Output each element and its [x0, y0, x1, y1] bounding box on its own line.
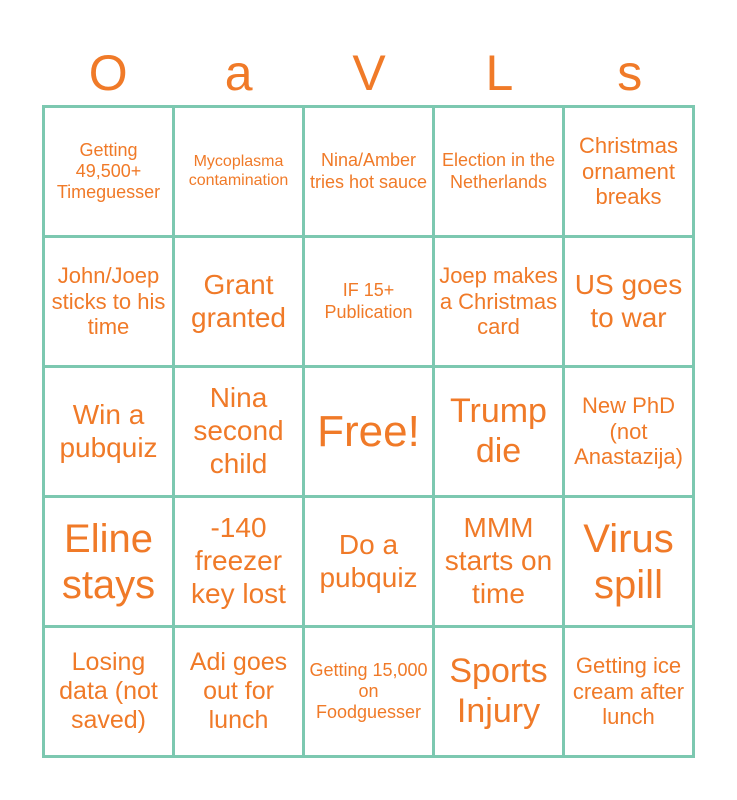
bingo-cell[interactable]: [435, 498, 562, 625]
bingo-cell[interactable]: [565, 108, 692, 235]
cell-text: Sports Injury: [449, 651, 548, 730]
bingo-cell[interactable]: [45, 108, 172, 235]
bingo-cell[interactable]: [435, 238, 562, 365]
cell-text: Nina/Amber tries hot sauce: [309, 150, 428, 192]
cell-text: Getting ice cream after lunch: [572, 652, 685, 730]
cell-text: -140 freezer key lost: [191, 512, 286, 609]
cell-text: Election in the Netherlands: [441, 150, 556, 192]
cell-text: Free!: [317, 406, 420, 456]
cell-text: Christmas ornament breaks: [578, 132, 678, 210]
bingo-cell[interactable]: [435, 628, 562, 755]
bingo-cell[interactable]: [435, 108, 562, 235]
bingo-cell[interactable]: [305, 628, 432, 755]
bingo-cell[interactable]: [45, 498, 172, 625]
bingo-header: [43, 40, 695, 106]
bingo-cell[interactable]: [175, 238, 302, 365]
bingo-cell[interactable]: [175, 628, 302, 755]
bingo-board: [42, 105, 695, 758]
bingo-cell[interactable]: [305, 108, 432, 235]
cell-text: Joep makes a Christmas card: [439, 262, 558, 340]
cell-text: Nina second child: [193, 382, 284, 479]
bingo-cell[interactable]: [175, 108, 302, 235]
cell-text: Virus spill: [583, 516, 674, 607]
bingo-cell[interactable]: [45, 238, 172, 365]
bingo-cell[interactable]: [305, 238, 432, 365]
bingo-cell[interactable]: [565, 498, 692, 625]
cell-text: Trump die: [450, 391, 547, 470]
header-letter-5: s: [617, 45, 643, 101]
bingo-cell[interactable]: [565, 238, 692, 365]
cell-text: Getting 49,500+ Timeguesser: [56, 139, 161, 203]
bingo-cell[interactable]: [45, 368, 172, 495]
cell-text: Grant granted: [191, 268, 286, 333]
header-letter-3: V: [352, 45, 386, 101]
free-space-cell[interactable]: [305, 368, 432, 495]
cell-text: Losing data (not saved): [59, 647, 158, 735]
header-letter-2: a: [224, 45, 253, 101]
bingo-cell[interactable]: [175, 498, 302, 625]
cell-text: Mycoplasma contamination: [188, 152, 289, 189]
cell-text: John/Joep sticks to his time: [51, 262, 166, 340]
header-letter-1: O: [88, 45, 128, 101]
bingo-cell[interactable]: [175, 368, 302, 495]
cell-text: US goes to war: [574, 268, 683, 333]
cell-text: New PhD (not Anastazija): [574, 392, 683, 470]
cell-text: Adi goes out for lunch: [189, 647, 288, 735]
cell-text: Win a pubquiz: [59, 398, 158, 463]
cell-text: IF 15+ Publication: [324, 280, 413, 322]
cell-text: Do a pubquiz: [319, 528, 418, 593]
bingo-cell[interactable]: [565, 368, 692, 495]
bingo-cell[interactable]: [565, 628, 692, 755]
cell-text: MMM starts on time: [444, 512, 553, 609]
header-letter-4: L: [485, 45, 514, 101]
cell-text: Getting 15,000 on Foodguesser: [309, 659, 428, 723]
bingo-cell[interactable]: [45, 628, 172, 755]
cell-text: Eline stays: [61, 516, 156, 607]
bingo-cell[interactable]: [435, 368, 562, 495]
bingo-cell[interactable]: [305, 498, 432, 625]
